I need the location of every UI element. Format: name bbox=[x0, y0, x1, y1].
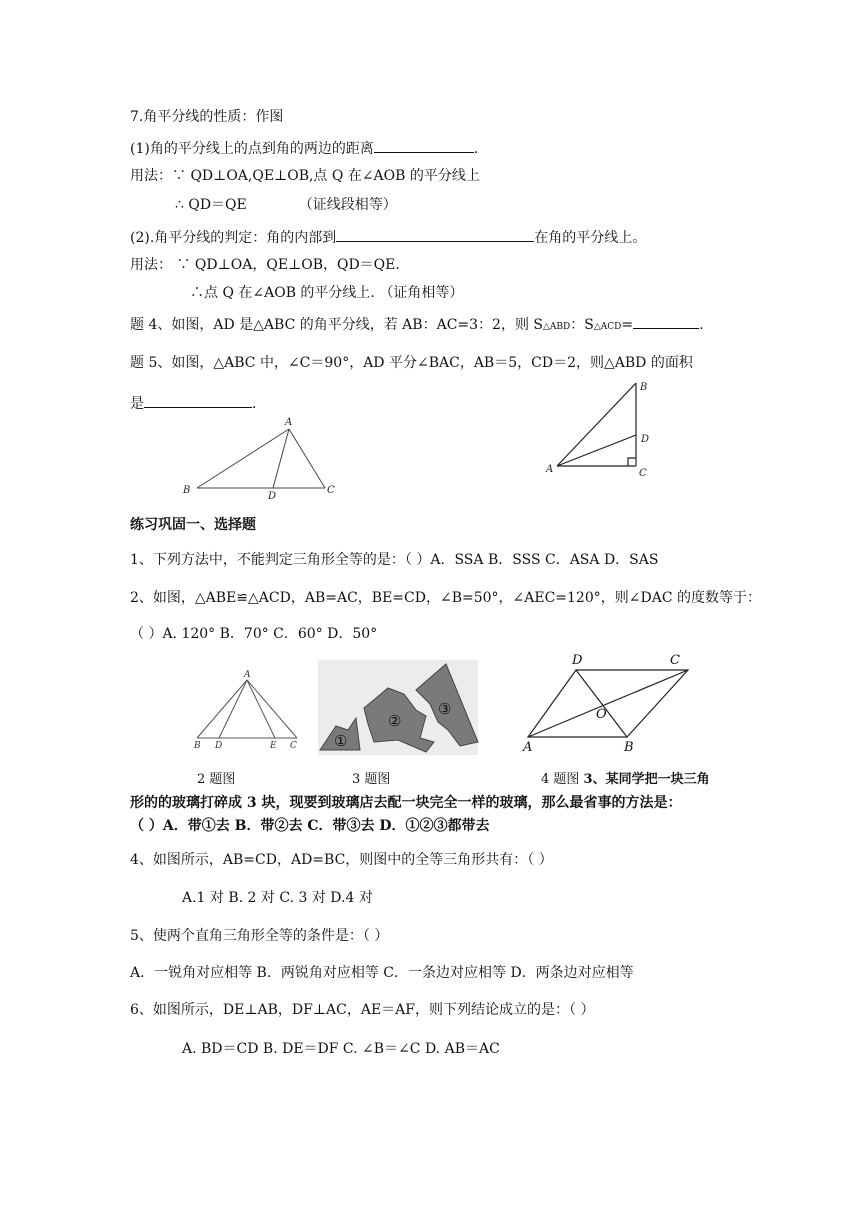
label-d: D bbox=[268, 491, 277, 502]
label-a: A bbox=[546, 464, 554, 475]
label-c: C bbox=[670, 653, 680, 668]
section7-title: 7.角平分线的性质：作图 bbox=[130, 109, 284, 125]
criterion-text: (2).角平分线的判定：角的内部到 bbox=[130, 230, 337, 246]
practice-q2-options: （ ）A. 120° B．70° C．60° D．50° bbox=[130, 626, 378, 642]
label-c: C bbox=[290, 741, 297, 751]
label-b: B bbox=[640, 382, 648, 393]
q5-end: . bbox=[252, 396, 257, 412]
parallelogram-figure bbox=[528, 670, 688, 737]
property-text: (1)角的平分线上的点到角的两边的距离 bbox=[130, 141, 374, 157]
note1: （证线段相等） bbox=[298, 197, 397, 213]
q4-sub2: △ACD bbox=[593, 322, 622, 332]
label-c: C bbox=[639, 468, 647, 479]
practice-q3-start: 3、某同学把一块三角 bbox=[583, 772, 710, 787]
label-d: D bbox=[215, 741, 223, 751]
label-b: B bbox=[624, 740, 634, 755]
question5: 题 5、如图，△ABC 中，∠C＝90°，AD 平分∠BAC，AB＝5，CD＝2，则△ABD 的面积 bbox=[130, 355, 693, 371]
label-a: A bbox=[244, 670, 251, 680]
therefore2: ∴点 Q 在∠AOB 的平分线上. （证角相等） bbox=[190, 285, 464, 301]
label-d: D bbox=[572, 653, 583, 668]
caption-q2: 2 题图 bbox=[197, 772, 236, 787]
q5-line2-text: 是 bbox=[130, 396, 144, 412]
caption-q4-text: 4 题图 bbox=[541, 772, 580, 787]
label-a: A bbox=[285, 417, 293, 428]
practice-q4-options: A.1 对 B. 2 对 C. 3 对 D.4 对 bbox=[182, 890, 373, 906]
practice-q3-options: （ ）A．带①去 B．带②去 C．带③去 D．①②③都带去 bbox=[130, 818, 490, 834]
caption-q3: 3 题图 bbox=[352, 772, 391, 787]
practice-q5: 5、使两个直角三角形全等的条件是：（ ） bbox=[130, 928, 389, 944]
q2-figure bbox=[197, 680, 297, 738]
q4-mid: ：S bbox=[570, 317, 594, 333]
practice-q3-line2: 形的的玻璃打碎成 3 块，现要到玻璃店去配一块完全一样的玻璃，那么最省事的方法是： bbox=[130, 795, 682, 811]
label-b: B bbox=[183, 485, 191, 496]
label-o: O bbox=[596, 707, 607, 722]
practice-heading: 练习巩固一、选择题 bbox=[130, 517, 256, 533]
piece-1-label: ① bbox=[334, 732, 348, 750]
practice-q4: 4、如图所示，AB=CD，AD=BC，则图中的全等三角形共有：（ ） bbox=[130, 852, 553, 868]
label-d: D bbox=[641, 434, 650, 445]
right-triangle-figure bbox=[557, 383, 636, 466]
label-b: B bbox=[194, 741, 201, 751]
practice-q1: 1、下列方法中，不能判定三角形全等的是：（ ）A．SSA B．SSS C．ASA D．SAS bbox=[130, 552, 659, 568]
practice-q6: 6、如图所示，DE⊥AB，DF⊥AC，AE＝AF，则下列结论成立的是：（ ） bbox=[130, 1002, 595, 1018]
label-a: A bbox=[523, 740, 533, 755]
caption-q4 bbox=[541, 772, 710, 788]
label-e: E bbox=[270, 741, 277, 751]
q4-text: 题 4、如图，AD 是△ABC 的角平分线，若 AB：AC=3：2，则 S bbox=[130, 317, 543, 333]
usage1: 用法：∵ QD⊥OA,QE⊥OB,点 Q 在∠AOB 的平分线上 bbox=[130, 168, 480, 184]
criterion-end: 在角的平分线上。 bbox=[534, 230, 647, 246]
usage2: 用法： ∵ QD⊥OA，QE⊥OB，QD＝QE. bbox=[130, 257, 400, 273]
label-c: C bbox=[327, 485, 335, 496]
period: . bbox=[473, 141, 479, 157]
practice-q6-options: A. BD＝CD B. DE＝DF C. ∠B＝∠C D. AB＝AC bbox=[182, 1041, 500, 1057]
practice-q5-options: A．一锐角对应相等 B．两锐角对应相等 C．一条边对应相等 D．两条边对应相等 bbox=[130, 965, 634, 981]
practice-q2: 2、如图，△ABE≌△ACD，AB=AC，BE=CD，∠B=50°，∠AEC=120°，则∠DAC 的度数等于： bbox=[130, 590, 761, 606]
therefore1-text: ∴ QD＝QE bbox=[175, 197, 247, 213]
q4-eq: = bbox=[621, 317, 634, 333]
q4-end: . bbox=[699, 317, 704, 333]
piece-3-label: ③ bbox=[438, 700, 452, 718]
q4-sub1: △ABD bbox=[543, 322, 571, 332]
piece-2-label: ② bbox=[388, 712, 402, 730]
